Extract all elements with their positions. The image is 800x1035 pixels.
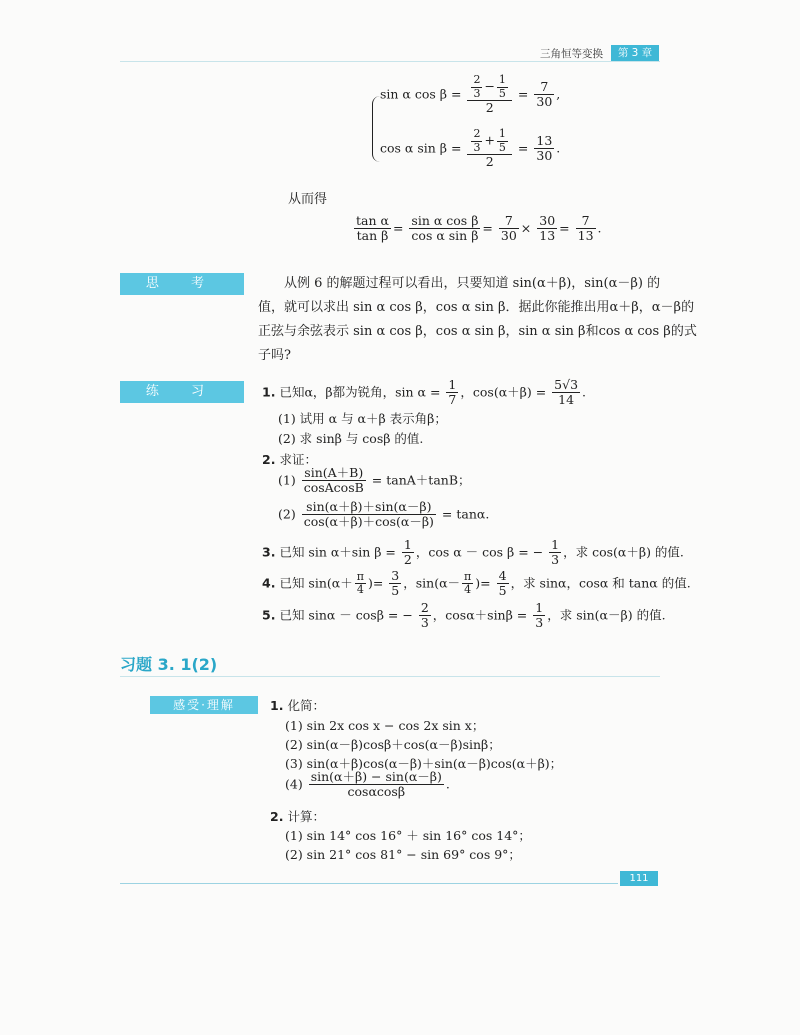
chapter-tag: 第 3 章 [611,45,659,61]
exercise-2-sub1: (1) $\frac{\sin(A+B)}{\text{cosAcosB}}$ = tanA＋tanB； [278,465,471,496]
exercise-1-sub1: (1) 试用 α 与 α＋β 表示角β； [278,411,447,426]
problem-1-sub4: (4) $\frac{\sin(\alpha+\beta) - \sin(\alpha-\beta)}{\cos\alpha\cos\beta}$ . [285,769,450,800]
problem-2-sub2: (2) sin 21° cos 81° − sin 69° cos 9°； [285,847,521,862]
problem-2: 2. 计算： [270,809,325,824]
equation-tan-ratio: $\frac{\text{tan α}}{\text{tan β}}$ = $\frac{\text{sin α cos β}}{\text{cos α sin β}}$ = $\frac{7}{30}$ × $\frac{30}{13}$ = $\frac{7}{13}$ . [356,213,602,244]
conclusion-intro: 从而得 [288,192,328,207]
think-line: 子吗? [258,348,291,363]
problem-2-sub1: (1) sin 14° cos 16° ＋ sin 16° cos 14°； [285,828,531,843]
exercise-5: 5. 已知 sinα － cosβ = − $\frac{2}{3}$ ，cosα＋sinβ = $\frac{1}{3}$ ，求 sin(α－β) 的值. [262,600,666,631]
footer-rule [120,883,618,884]
chapter-title: 三角恒等变换 [540,48,603,60]
exercise-1: 1. 已知α，β都为锐角，sin α = $\frac{1}{7}$ ，cos(α＋β) = $\frac{5√3}{14}$ . [262,377,587,408]
problem-1-sub2: (2) sin(α－β)cosβ＋cos(α－β)sinβ； [285,737,501,752]
exercise-4: 4. 已知 sin(α＋ $\frac{\pi}{4}$ )= $\frac{3}{5}$ ，sin(α－ $\frac{\pi}{4}$ )= $\frac{4}{5}$ ，求 sinα，cosα 和 tanα 的值. [262,568,691,599]
exercise-1-sub2: (2) 求 sinβ 与 cosβ 的值. [278,431,424,446]
equation-sin-cos: sin α cos β = $\frac{2}{3}$ − $\frac{1}{5}$ 2 = $\frac{7}{30}$ , [380,73,561,116]
problem-1-sub1: (1) sin 2x cos x − cos 2x sin x； [285,718,485,733]
exercise-2-sub2: (2) $\frac{\sin(\alpha+\beta)+\sin(\alpha-\beta)}{\cos(\alpha+\beta)+\cos(\alpha-\beta)}$ = tanα. [278,499,490,530]
page-number: 111 [620,871,658,886]
understanding-tag: 感受·理解 [150,696,258,714]
header-rule [120,61,660,62]
problem-set-rule [120,676,660,677]
exercise-3: 3. 已知 sin α＋sin β = $\frac{1}{2}$ ，cos α － cos β = − $\frac{1}{3}$ ，求 cos(α＋β) 的值. [262,537,684,568]
think-line: 值，就可以求出 sin α cos β，cos α sin β．据此你能推出用α＋β，α－β的 [258,300,695,315]
think-line: 从例 6 的解题过程可以看出，只要知道 sin(α＋β)，sin(α－β) 的 [284,276,661,291]
equation-cos-sin: cos α sin β = $\frac{2}{3}$ + $\frac{1}{5}$ 2 = $\frac{13}{30}$ . [380,127,561,170]
problem-1: 1. 化简： [270,698,325,713]
exercise-2: 2. 求证： [262,452,317,467]
think-paragraph [258,272,697,368]
think-tag: 思 考 [120,273,244,295]
problem-set-title: 习题 3. 1(2) [120,655,218,674]
think-line: 正弦与余弦表示 sin α cos β，cos α sin β，sin α sin β和cos α cos β的式 [258,324,697,339]
problem-1-sub3: (3) sin(α＋β)cos(α－β)＋sin(α－β)cos(α＋β)； [285,756,563,771]
exercise-tag: 练 习 [120,381,244,403]
